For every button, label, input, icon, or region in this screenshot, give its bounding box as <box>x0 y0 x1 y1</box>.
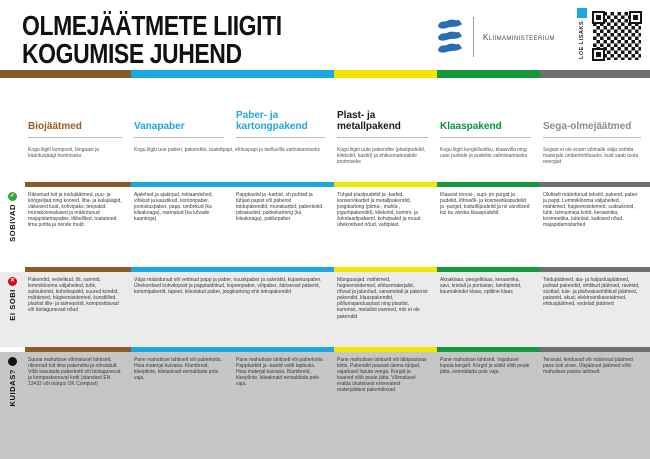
column-title-plast-metallpakend: Plast- ja metallpakend <box>337 110 401 132</box>
check-icon: ✓ <box>9 193 16 199</box>
dot-icon <box>8 357 17 366</box>
column-title-biojaatmed: Biojäätmed <box>28 120 82 132</box>
page-title <box>22 12 282 68</box>
suitable-row <box>0 187 650 267</box>
not-suitable-paber-shared: Väga määrdunud või vettinud papp ja paber, nuuskpaber ja salvrätid, küpsetuspaber. Ühekordsed kohvitopsid ja papptaldrikud, kopeerpaber, võipaber, šärisevad paberid, kommipaberid, tapeet, kilestatud paber, joogikartong ehk tetrapakendid <box>134 277 322 296</box>
not-suitable-biojaatmed: Pakendid, vedelikud, õli, ravimid, lemmiklooma väljaheited, tuhk, suitsukonid, kohvikapslid, suured kondid, mähkmed, hügieenisidemed, kunstlilled, plastist lille- ja taimepotid, kompostitavad või biolagunevad nõud <box>28 277 119 314</box>
column-title-klaaspakend: Klaaspakend <box>440 120 502 132</box>
suitable-vanapaber: Ajalehed ja ajakirjad, reklaamlehed, vihikud ja kaustikud, kontoripaber, joonistuspaber, papp, ümbrikud (ka kileaknaga), raamatud (ka kõvade kaantega) <box>134 192 213 223</box>
logo-divider <box>473 17 474 57</box>
not-suitable-row <box>0 272 650 347</box>
how-vanapaber: Pane mahutisse lahtiselt või paberkotis. Hoia materjal kuivana. Klambreid, kleeplinte, kiletaskuid eemaldada pole vaja. <box>134 357 222 382</box>
stripe-biojaatmed <box>0 70 131 78</box>
suitable-sega-olmejaatmed: Oluliselt määrdunud tekstiil, pakend, paber ja papp. Lemmiklooma väljaheited, mähkmed, hügieenisidemed, suitsukonid, tuhk, tolmuimeja kotid, keraamika, kosmeetika, küünlad, katkised nõud, majapidamistarbed <box>543 192 638 229</box>
desc-paber-shared: Kogu liigiti uue paberi, pakendite, tualettpapi, ehituspapi ja tselluvilla valmistamiseks <box>134 147 320 153</box>
column-title-sega-olmejaatmed: Sega-olmejäätmed <box>543 120 632 132</box>
how-klaaspakend: Pane mahutisse lahtiselt. Vajadusel loputa kergelt. Korgid ja sildid võib peale jätta, eemaldada pole vaja. <box>440 357 530 376</box>
qr-finder-icon <box>592 11 605 24</box>
how-row <box>0 352 650 459</box>
not-suitable-sega-olmejaatmed: Toidujäätmed, aia- ja haljastusjäätmed, puhtad pakendid, ohtlikud jäätmed, ravimid, süstlad, tule- ja plahvatusohtlikud jäätmed, patareid, akud, elektroonikaseadmed, ehitusjäätmed, vedelad jäätmed <box>543 277 640 308</box>
estonia-coat-of-arms-icon <box>436 18 464 56</box>
not-suitable-plast-metallpakend: Mänguasjad, mähkmed, hügieenisidemed, ehitusmaterjalid, rõivad ja jalanõud, vanametall ja paberist pakendid, klaaspakendid, põllumajandusplast ning plastist, kummist, metallist esemed, mis ei ole pakendid <box>337 277 428 320</box>
column-headers <box>0 80 650 138</box>
desc-klaaspakend: Kogu liigiti kergkillustiku, klaasvilla ning uute purkide ja pudelite valmistamiseks <box>440 147 527 160</box>
column-title-paber-kartongpakend: Paber- ja kartongpakend <box>236 110 308 132</box>
suitable-row-label <box>0 187 25 267</box>
not-suitable-label-text: EI SOBI <box>8 289 17 321</box>
suitable-biojaatmed: Riknenud toit ja toidujäätmed, puu- ja köögiviljad ning koored, liha- ja kalajäägid, väikesed luud, kohvipaks, teepakid, munakoorealused ja määrdunud majapidamispaber, lõikelilled, toataimed ilma potita ja nende muld. <box>28 192 122 229</box>
page-title-line2: KOGUMISE JUHEND <box>22 38 242 69</box>
qr-label: LOE LISAKS <box>579 21 585 60</box>
qr-finder-icon <box>629 11 642 24</box>
qr-block <box>577 8 645 64</box>
how-paber-kartongpakend: Pane mahutisse lahtiselt või paberkotis. Pappkarbid ja -kastid voldi lapikuks. Hoia materjal kuivana. Klambreid, kleeplinte, kileaknaid eemaldada pole vaja. <box>236 357 324 388</box>
how-label-text: KUIDAS? <box>8 369 17 407</box>
page-title-line1: OLMEJÄÄTMETE LIIGITI <box>22 10 282 41</box>
category-color-stripe <box>0 70 650 78</box>
qr-accent-square <box>577 8 587 18</box>
stripe-paber <box>131 70 334 78</box>
how-row-label <box>0 352 25 459</box>
not-suitable-row-label <box>0 272 25 347</box>
stripe-klaas <box>437 70 540 78</box>
how-sega-olmejaatmed: Teravad, lenduvad või määrivad jäätmed pane koti sisse. Ülejäänud jäätmed võib mahutisse panna lahtiselt. <box>543 357 633 376</box>
stripe-plast-metall <box>334 70 437 78</box>
column-descriptions <box>0 142 650 182</box>
ministry-logo <box>436 17 555 57</box>
not-suitable-klaaspakend: Aknaklaas, peegelklaas, keraamika, savi, kristall ja portselan, lambipirnid, kuumakindel klaas, optiline klaas <box>440 277 522 296</box>
suitable-label-text: SOBIVAD <box>8 204 17 242</box>
suitable-plast-metallpakend: Tühjad plastpudelid ja -karbid, konservikarbid ja metallpakendid, joogikartong (piima-, mahla-, jogurtipakendid), kilekotid, kommi- ja šokolaadipaberid, kohvipakid ja muud ühekordsed nõud, vahtplast. <box>337 192 421 229</box>
how-biojaatmed: Suuna mahutisse võimalusel lahtiselt, riknenud toit ilma pakendita ja nõrutatult. Võib kasutada paberkotti või biolagunevat ja komposteeruvat kotti (standard EN 13432 või märgis OK Compost) <box>28 357 121 388</box>
desc-plast-metallpakend: Kogu liigiti uute pakendite (plastpudelid, kilekotid, kastid) ja ehitusmaterjalide tootmiseks <box>337 147 426 166</box>
suitable-paber-kartongpakend: Pappkastid ja -karbid, sh puhtad ja tühjad papist või paberist toidupakendid, munakarbid, paberkotid, pitsakarbid, pakkekartong (ka kileaknaga), pakkepaber <box>236 192 324 223</box>
qr-code <box>589 8 645 64</box>
desc-sega-olmejaatmed: Segast ei ole enam võimalik välja sortida materjale ümbertöötluseks, kuid saab toota energiat <box>543 147 639 166</box>
x-icon: ✕ <box>9 278 16 284</box>
how-plast-metallpakend: Pane mahutisse lahtiselt või läbipaistvas kotis. Pakendid peavad olema tühjad, vajadusel loputa veega. Korgid ja kaaned võib peale jätta. Võimalusel eralda üksteisest erinevatest materjalidest pakendiosad. <box>337 357 427 394</box>
desc-biojaatmed: Kogu liigiti komposti, biogaasi ja kääritusjäägi tootmiseks <box>28 147 99 160</box>
column-title-vanapaber: Vanapaber <box>134 120 185 132</box>
stripe-segaolme <box>540 70 650 78</box>
qr-finder-icon <box>592 48 605 61</box>
ministry-name: Kliimaministeerium <box>483 32 555 42</box>
suitable-klaaspakend: Klaasist moosi-, supi- jm purgid ja pudelid, lõhnaõli- ja kosmeetikapudelid ja -purgid, toiduõlipudelid ja nii värvilised kui ka värvita klaaspudelid. <box>440 192 530 217</box>
